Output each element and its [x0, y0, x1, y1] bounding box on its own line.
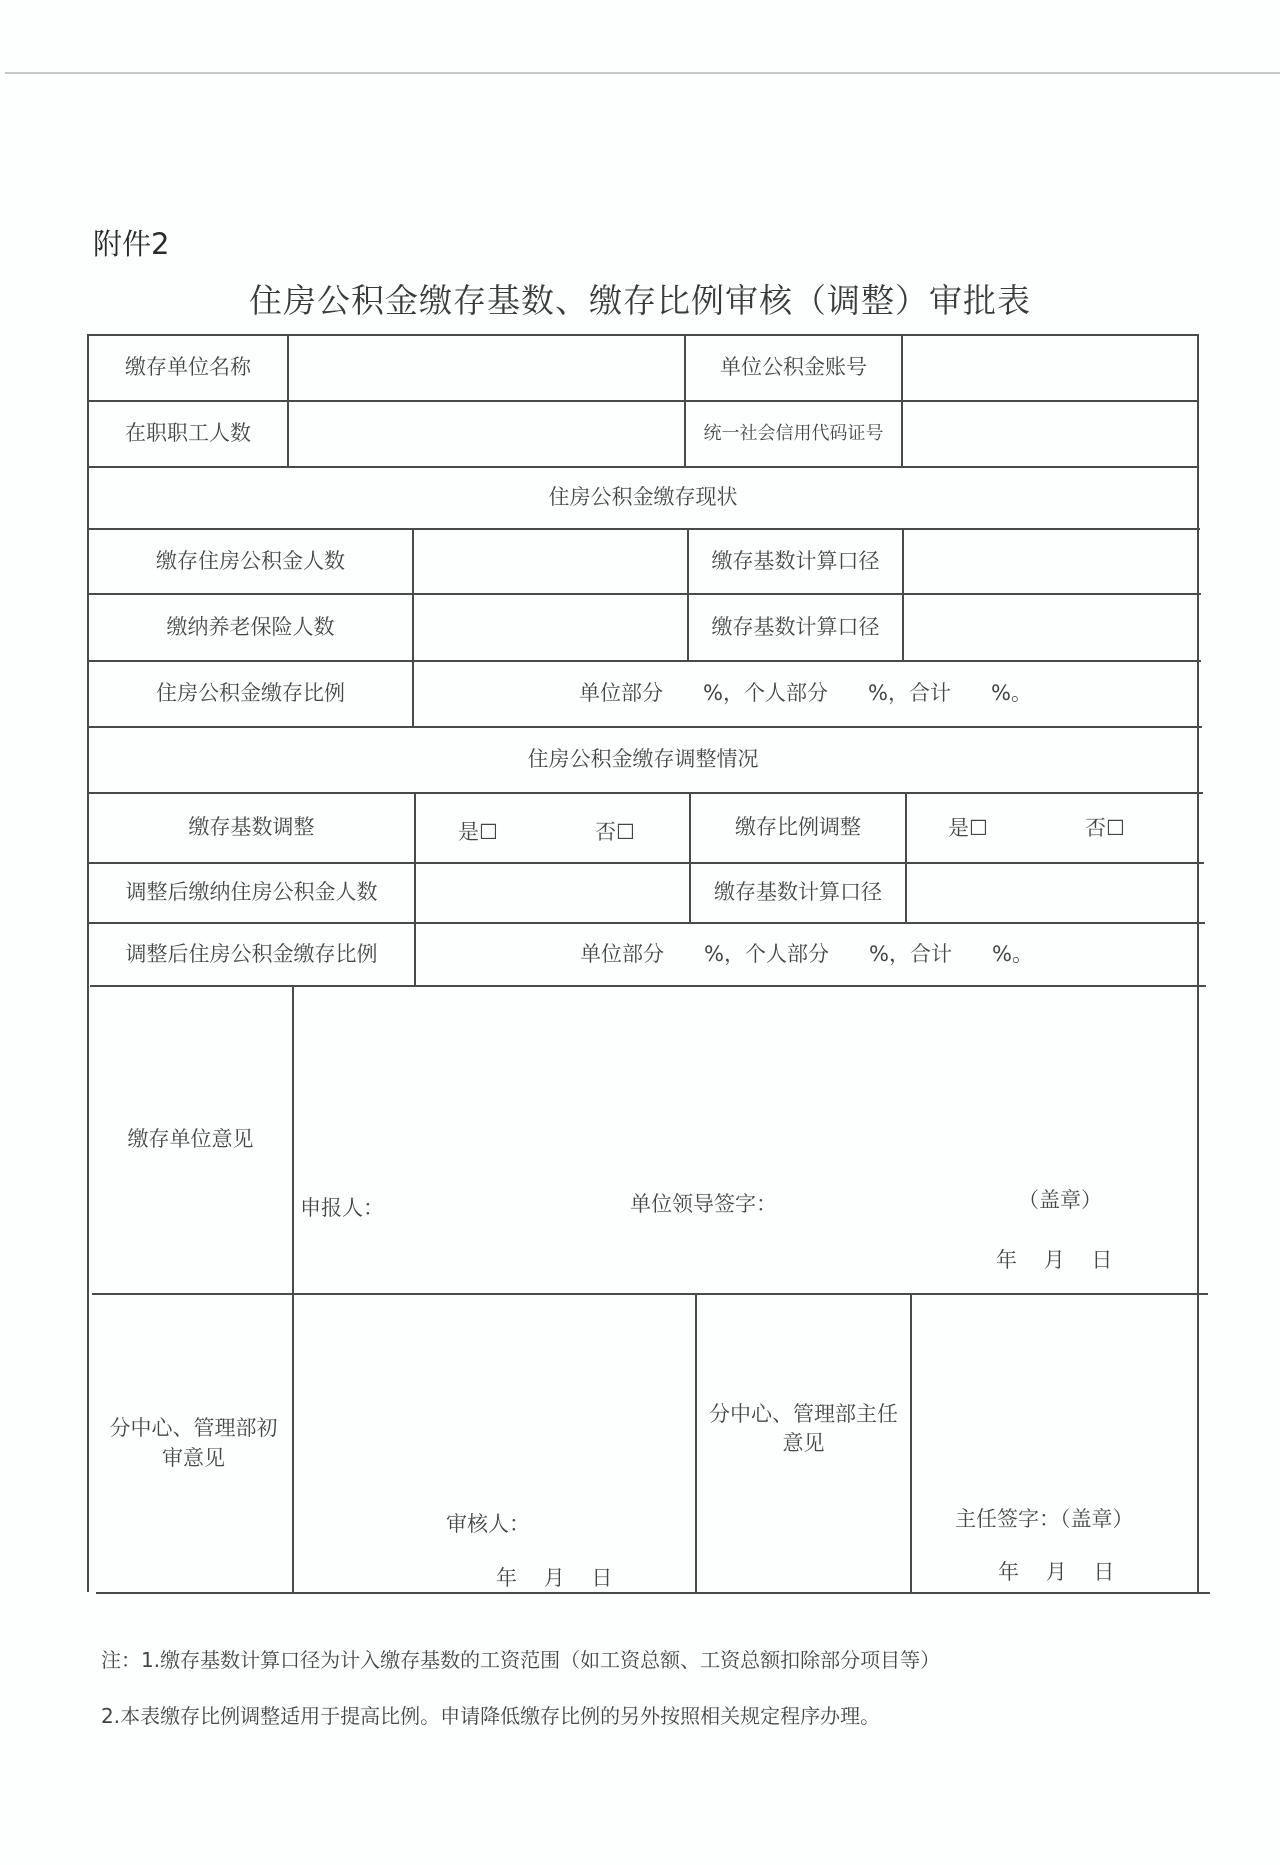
- unit-date-label: 年 月 日: [996, 1248, 1113, 1272]
- base-scope-field-2[interactable]: [904, 595, 1197, 660]
- unit-opinion-label: 缴存单位意见: [127, 1127, 254, 1152]
- adjusted-ratio-label: 调整后住房公积金缴存比例: [125, 941, 378, 966]
- director-review-area[interactable]: [912, 1295, 1197, 1592]
- attachment-label: 附件2: [93, 227, 170, 261]
- base-scope-field-1[interactable]: [904, 530, 1197, 593]
- employees-label: 在职职工人数: [125, 421, 251, 446]
- base-scope-label-2: 缴存基数计算口径: [711, 614, 880, 639]
- account-label: 单位公积金账号: [720, 355, 867, 380]
- leader-sign-label: 单位领导签字：: [630, 1192, 777, 1216]
- ratio-label: 住房公积金缴存比例: [156, 681, 345, 706]
- reviewer-label: 审核人：: [446, 1512, 530, 1536]
- adjusted-ratio-field[interactable]: 单位部分 %，个人部分 %，合计 %。: [579, 941, 1034, 966]
- reviewer-date-label: 年 月 日: [496, 1566, 613, 1590]
- unit-name-field[interactable]: [289, 336, 684, 400]
- base-scope-label-1: 缴存基数计算口径: [711, 548, 880, 573]
- base-scope-field-3[interactable]: [907, 864, 1197, 922]
- adjustment-heading: 住房公积金缴存调整情况: [527, 747, 759, 772]
- current-status-heading: 住房公积金缴存现状: [548, 485, 738, 510]
- credit-code-label: 统一社会信用代码证号: [703, 423, 884, 445]
- reporter-label: 申报人：: [300, 1196, 384, 1220]
- base-adjust-label: 缴存基数调整: [188, 815, 315, 840]
- ratio-adjust-no-checkbox[interactable]: 否☐: [1085, 816, 1125, 840]
- unit-name-label: 缴存单位名称: [125, 355, 251, 380]
- director-sign-label: 主任签字：（盖章）: [955, 1507, 1134, 1531]
- pension-label: 缴纳养老保险人数: [166, 614, 335, 639]
- ratio-adjust-yes-checkbox[interactable]: 是☐: [948, 816, 988, 840]
- ratio-field[interactable]: 单位部分 %，个人部分 %，合计 %。: [578, 681, 1033, 706]
- director-review-label: 分中心、管理部主任意见: [709, 1402, 898, 1456]
- pension-field[interactable]: [414, 595, 687, 660]
- base-scope-label-3: 缴存基数计算口径: [714, 880, 882, 905]
- depositors-label: 缴存住房公积金人数: [156, 548, 345, 573]
- page-title: 住房公积金缴存基数、缴存比例审核（调整）审批表: [249, 281, 1031, 320]
- base-adjust-no-checkbox[interactable]: 否☐: [595, 820, 635, 844]
- initial-review-area[interactable]: [294, 1295, 695, 1592]
- note-1: 注：1.缴存基数计算口径为计入缴存基数的工资范围（如工资总额、工资总额扣除部分项目等）: [101, 1648, 941, 1672]
- employees-field[interactable]: [289, 402, 684, 466]
- adjusted-count-label: 调整后缴纳住房公积金人数: [125, 880, 378, 905]
- note-2: 2.本表缴存比例调整适用于提高比例。申请降低缴存比例的另外按照相关规定程序办理。: [101, 1704, 881, 1728]
- account-field[interactable]: [903, 336, 1197, 400]
- unit-seal-label: （盖章）: [1018, 1188, 1102, 1212]
- scan-edge-line: [5, 72, 1280, 74]
- director-date-label: 年 月 日: [998, 1560, 1115, 1584]
- base-adjust-yes-checkbox[interactable]: 是☐: [458, 820, 498, 844]
- adjusted-count-field[interactable]: [416, 864, 689, 922]
- initial-review-label: 分中心、管理部初审意见: [109, 1416, 278, 1470]
- depositors-field[interactable]: [414, 530, 687, 593]
- ratio-adjust-label: 缴存比例调整: [735, 815, 861, 840]
- credit-code-field[interactable]: [903, 402, 1197, 466]
